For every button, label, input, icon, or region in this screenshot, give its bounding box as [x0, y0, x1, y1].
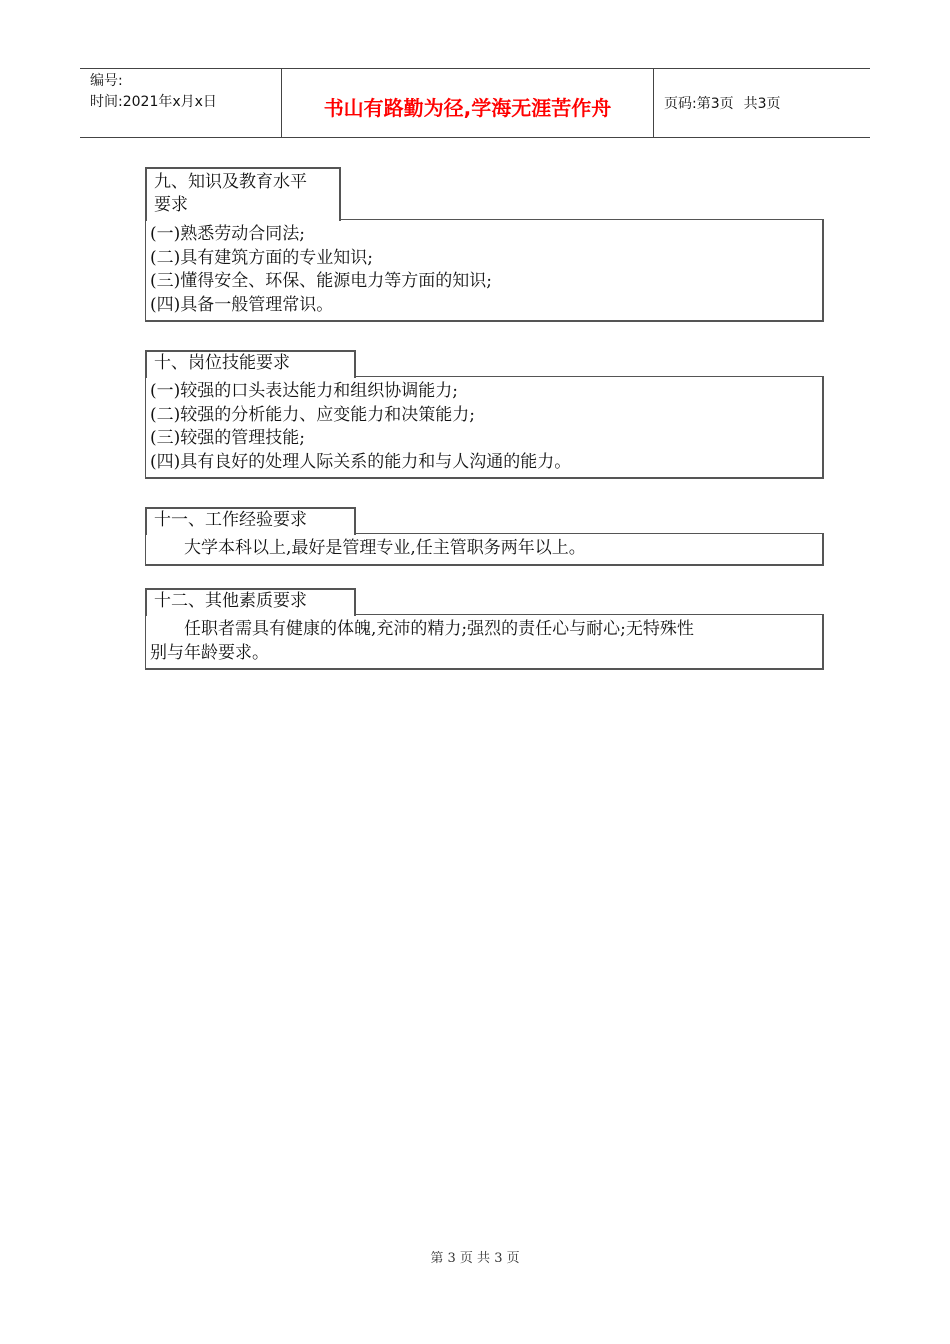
section-title — [145, 167, 341, 221]
page-info-total: 共3页 — [743, 96, 781, 112]
list-item: (四)具备一般管理常识。 — [150, 294, 334, 315]
section-other-qualities — [145, 588, 824, 670]
section-body — [145, 614, 824, 670]
header-page-info — [654, 69, 870, 137]
section-work-experience — [145, 507, 824, 566]
list-item: (一)较强的口头表达能力和组织协调能力; — [150, 381, 458, 401]
section-text: 任职者需具有健康的体魄,充沛的精力;强烈的责任心与耐心;无特殊性 — [184, 619, 694, 639]
section-body — [145, 376, 824, 479]
section-text: 大学本科以上,最好是管理专业,任主管职务两年以上。 — [184, 538, 586, 558]
section-body — [145, 533, 824, 566]
section-title: 十二、其他素质要求 — [145, 588, 356, 616]
list-item: (二)具有建筑方面的专业知识; — [150, 247, 373, 268]
section-text: 别与年龄要求。 — [150, 642, 269, 663]
section-job-skills — [145, 350, 824, 479]
list-item: (二)较强的分析能力、应变能力和决策能力; — [150, 404, 475, 425]
section-body — [145, 219, 824, 322]
section-knowledge-education — [145, 167, 824, 322]
section-title-line: 九、知识及教育水平 — [154, 172, 307, 192]
section-title: 十、岗位技能要求 — [145, 350, 356, 378]
time-label: 时间:2021年x月x日 — [90, 94, 217, 110]
header-meta — [80, 69, 282, 137]
footer-page-number: 第 3 页 共 3 页 — [430, 1251, 520, 1266]
list-item: (三)懂得安全、环保、能源电力等方面的知识; — [150, 271, 492, 291]
list-item: (三)较强的管理技能; — [150, 428, 305, 448]
section-title: 十一、工作经验要求 — [145, 507, 356, 535]
page-footer — [0, 1247, 950, 1266]
number-label: 编号: — [90, 73, 123, 89]
page-info-current: 页码:第3页 — [664, 96, 734, 112]
header-motto: 书山有路勤为径,学海无涯苦作舟 — [282, 69, 654, 137]
list-item: (四)具有良好的处理人际关系的能力和与人沟通的能力。 — [150, 451, 572, 472]
section-title-line: 要求 — [154, 195, 188, 215]
list-item: (一)熟悉劳动合同法; — [150, 224, 305, 244]
page-header — [80, 68, 870, 138]
